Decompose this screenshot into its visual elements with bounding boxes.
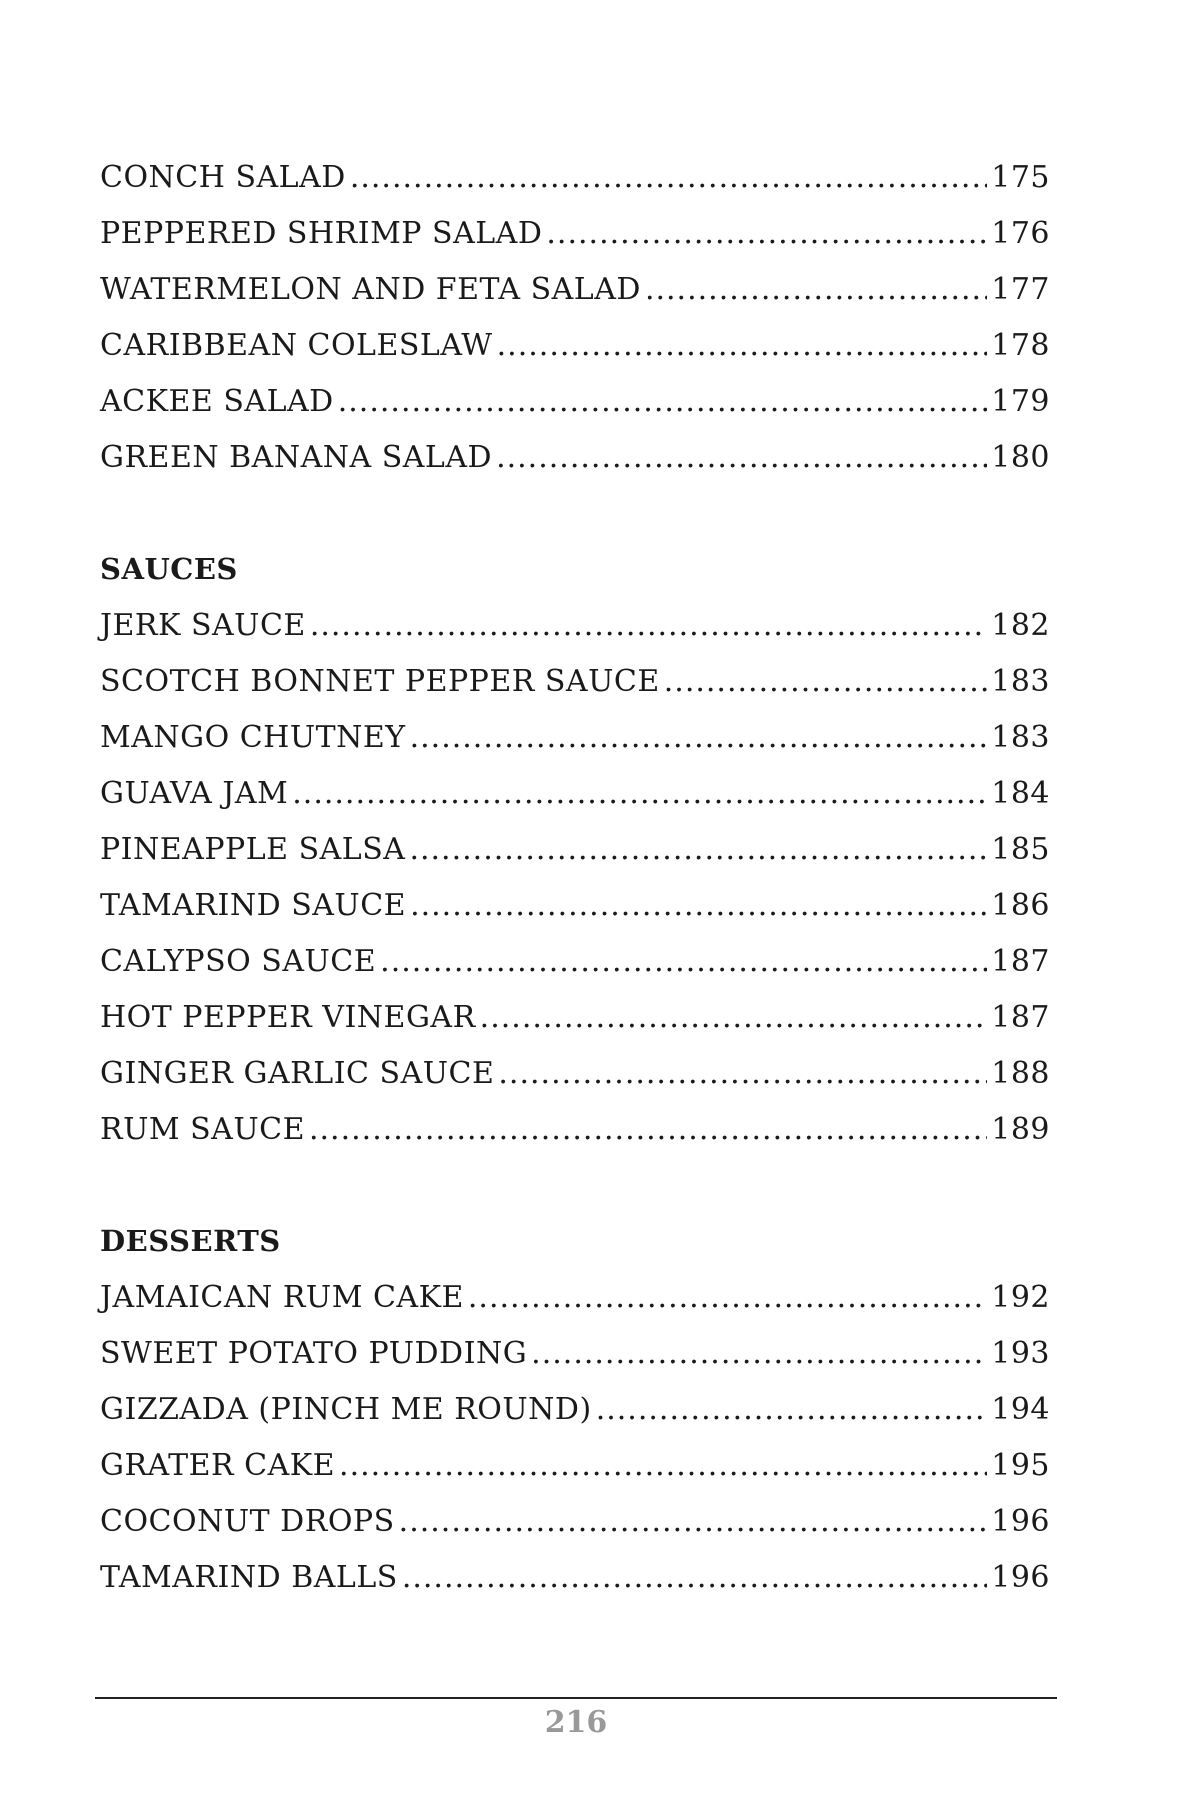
entry-title: GINGER GARLIC SAUCE	[100, 1056, 495, 1091]
entry-page: 187	[991, 1000, 1050, 1035]
toc-entry[interactable]	[100, 216, 1050, 272]
dot-leader	[399, 1504, 988, 1539]
toc-entry[interactable]	[100, 832, 1050, 888]
toc-entry[interactable]	[100, 1504, 1050, 1560]
entry-page: 194	[991, 1392, 1050, 1427]
entry-title: SWEET POTATO PUDDING	[100, 1336, 528, 1371]
section-heading: SAUCES	[100, 552, 238, 586]
dot-leader	[292, 776, 987, 811]
entry-title: GRATER CAKE	[100, 1448, 336, 1483]
entry-title: CONCH SALAD	[100, 160, 346, 195]
entry-title: PINEAPPLE SALSA	[100, 832, 406, 867]
toc-entry[interactable]	[100, 1280, 1050, 1336]
entry-title: SCOTCH BONNET PEPPER SAUCE	[100, 664, 660, 699]
entry-page: 184	[991, 776, 1050, 811]
entry-title: PEPPERED SHRIMP SALAD	[100, 216, 543, 251]
dot-leader	[496, 440, 987, 475]
toc-entry[interactable]	[100, 1000, 1050, 1056]
toc-entry[interactable]	[100, 1112, 1050, 1168]
entry-title: TAMARIND BALLS	[100, 1560, 398, 1595]
page-number: 216	[544, 1705, 608, 1740]
entry-page: 176	[991, 216, 1050, 251]
entry-title: MANGO CHUTNEY	[100, 720, 406, 755]
toc-entry[interactable]	[100, 608, 1050, 664]
dot-leader	[468, 1280, 987, 1315]
footer-divider	[95, 1697, 1057, 1699]
entry-title: RUM SAUCE	[100, 1112, 305, 1147]
entry-page: 196	[991, 1504, 1050, 1539]
toc-entry[interactable]	[100, 888, 1050, 944]
dot-leader	[480, 1000, 988, 1035]
toc-entry[interactable]	[100, 720, 1050, 776]
entry-title: WATERMELON AND FETA SALAD	[100, 272, 641, 307]
entry-title: JAMAICAN RUM CAKE	[100, 1280, 464, 1315]
dot-leader	[497, 328, 988, 363]
dot-leader	[380, 944, 987, 979]
entry-title: JERK SAUCE	[100, 608, 306, 643]
toc-entry[interactable]	[100, 1448, 1050, 1504]
sauces-section	[100, 552, 1050, 1168]
dot-leader	[409, 832, 987, 867]
entry-title: HOT PEPPER VINEGAR	[100, 1000, 476, 1035]
entry-page: 192	[991, 1280, 1050, 1315]
entry-page: 177	[991, 272, 1050, 307]
entry-page: 186	[991, 888, 1050, 923]
entry-title: COCONUT DROPS	[100, 1504, 395, 1539]
dot-leader	[645, 272, 987, 307]
dot-leader	[402, 1560, 987, 1595]
table-of-contents	[100, 160, 1050, 1616]
entry-title: GREEN BANANA SALAD	[100, 440, 493, 475]
dot-leader	[339, 1448, 987, 1483]
toc-entry[interactable]	[100, 272, 1050, 328]
toc-entry[interactable]	[100, 664, 1050, 720]
dot-leader	[410, 888, 987, 923]
toc-entry[interactable]	[100, 384, 1050, 440]
toc-entry[interactable]	[100, 944, 1050, 1000]
entry-title: CARIBBEAN COLESLAW	[100, 328, 493, 363]
entry-page: 185	[991, 832, 1050, 867]
dot-leader	[546, 216, 987, 251]
entry-title: CALYPSO SAUCE	[100, 944, 377, 979]
entry-page: 196	[991, 1560, 1050, 1595]
dot-leader	[531, 1336, 987, 1371]
desserts-section	[100, 1224, 1050, 1616]
dot-leader	[310, 608, 987, 643]
entry-page: 188	[991, 1056, 1050, 1091]
dot-leader	[498, 1056, 987, 1091]
toc-entry[interactable]	[100, 1056, 1050, 1112]
dot-leader	[596, 1392, 988, 1427]
entry-page: 189	[991, 1112, 1050, 1147]
entry-page: 183	[991, 664, 1050, 699]
entry-page: 195	[991, 1448, 1050, 1483]
toc-entry[interactable]	[100, 1392, 1050, 1448]
entry-page: 187	[991, 944, 1050, 979]
toc-entry[interactable]	[100, 440, 1050, 496]
dot-leader	[664, 664, 987, 699]
entry-title: GUAVA JAM	[100, 776, 289, 811]
toc-entry[interactable]	[100, 160, 1050, 216]
entry-title: ACKEE SALAD	[100, 384, 334, 419]
entry-title: TAMARIND SAUCE	[100, 888, 407, 923]
dot-leader	[410, 720, 988, 755]
dot-leader	[350, 160, 987, 195]
toc-entry[interactable]	[100, 1560, 1050, 1616]
toc-entry[interactable]	[100, 1336, 1050, 1392]
dot-leader	[338, 384, 988, 419]
section-heading: DESSERTS	[100, 1224, 281, 1258]
toc-entry[interactable]	[100, 776, 1050, 832]
dot-leader	[309, 1112, 987, 1147]
entry-page: 182	[991, 608, 1050, 643]
entry-page: 183	[991, 720, 1050, 755]
entry-page: 175	[991, 160, 1050, 195]
entry-page: 179	[991, 384, 1050, 419]
entry-title: GIZZADA (PINCH ME ROUND)	[100, 1392, 592, 1427]
salads-group	[100, 160, 1050, 496]
entry-page: 178	[991, 328, 1050, 363]
entry-page: 193	[991, 1336, 1050, 1371]
entry-page: 180	[991, 440, 1050, 475]
toc-entry[interactable]	[100, 328, 1050, 384]
